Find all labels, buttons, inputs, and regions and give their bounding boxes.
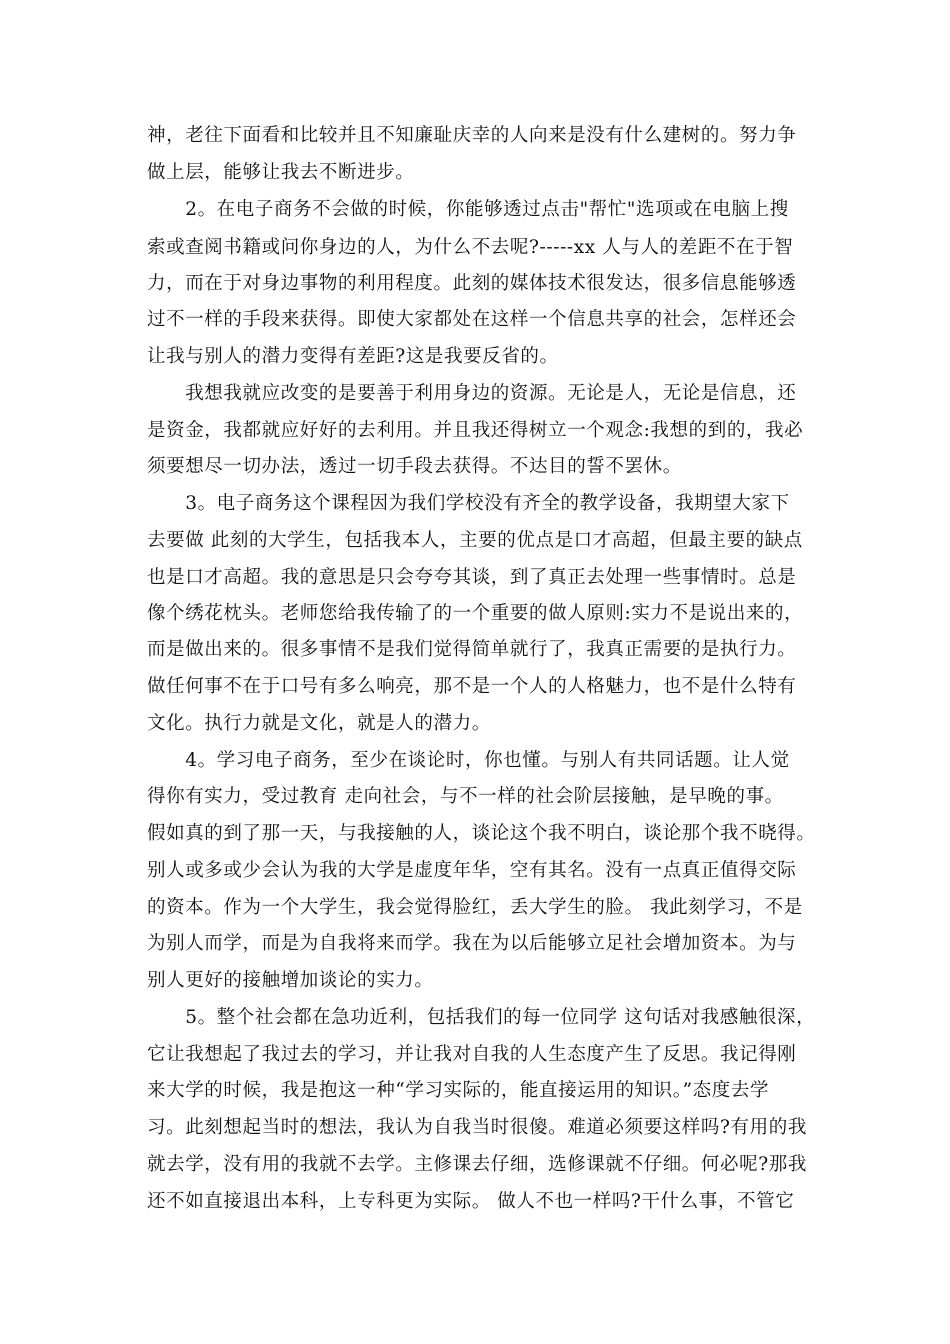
text-line: 也是口才高超。我的意思是只会夸夸其谈，到了真正去处理一些事情时。总是 [147,567,797,588]
text-line: 2。在电子商务不会做的时候，你能够透过点击"帮忙"选项或在电脑上搜 [147,199,789,220]
text-line: 像个绣花枕头。老师您给我传输了的一个重要的做人原则:实力不是说出来的， [147,603,804,624]
text-line: 索或查阅书籍或问你身边的人，为什么不去呢?-----xx 人与人的差距不在于智 [147,237,794,258]
text-line: 别人或多或少会认为我的大学是虚度年华，空有其名。没有一点真正值得交际 [147,860,797,881]
text-line: 过不一样的手段来获得。即使大家都处在这样一个信息共享的社会，怎样还会 [147,309,797,330]
text-line: 做上层，能够让我去不断进步。 [147,162,415,183]
text-line: 别人更好的接触增加谈论的实力。 [147,970,434,991]
text-line: 而是做出来的。很多事情不是我们觉得简单就行了，我真正需要的是执行力。 [147,639,797,660]
text-line: 文化。执行力就是文化，就是人的潜力。 [147,713,491,734]
text-line: 假如真的到了那一天，与我接触的人，谈论这个我不明白，谈论那个我不晓得。 [147,823,816,844]
text-line: 力，而在于对身边事物的利用程度。此刻的媒体技术很发达，很多信息能够透 [147,273,797,294]
text-line: 是资金，我都就应好好的去利用。并且我还得树立一个观念:我想的到的，我必 [147,420,804,441]
text-line: 5。整个社会都在急功近利，包括我们的每一位同学 这句话对我感触很深， [147,1007,816,1028]
text-line: 神，老往下面看和比较并且不知廉耻庆幸的人向来是没有什么建树的。努力争 [147,125,797,146]
text-line: 做任何事不在于口号有多么响亮，那不是一个人的人格魅力，也不是什么特有 [147,676,797,697]
text-line: 须要想尽一切办法，透过一切手段去获得。不达目的誓不罢休。 [147,456,682,477]
text-line: 让我与别人的潜力变得有差距?这是我要反省的。 [147,346,559,367]
text-line: 来大学的时候，我是抱这一种“学习实际的，能直接运用的知识。”态度去学 [147,1080,770,1101]
text-line: 3。电子商务这个课程因为我们学校没有齐全的教学设备，我期望大家下 [147,493,790,514]
text-line: 4。学习电子商务，至少在谈论时，你也懂。与别人有共同话题。让人觉 [147,750,790,771]
text-line: 还不如直接退出本科，上专科更为实际。 做人不也一样吗?干什么事，不管它 [147,1191,795,1212]
text-line: 得你有实力，受过教育 走向社会，与不一样的社会阶层接触，是早晚的事。 [147,786,784,807]
text-line: 的资本。作为一个大学生，我会觉得脸红，丢大学生的脸。 我此刻学习，不是 [147,897,803,918]
text-line: 为别人而学，而是为自我将来而学。我在为以后能够立足社会增加资本。为与 [147,933,797,954]
text-line: 我想我就应改变的是要善于利用身边的资源。无论是人，无论是信息，还 [147,383,797,404]
text-line: 去要做 此刻的大学生，包括我本人，主要的优点是口才高超，但最主要的缺点 [147,530,803,551]
text-line: 习。此刻想起当时的想法，我认为自我当时很傻。难道必须要这样吗?有用的我 [147,1117,807,1138]
text-line: 它让我想起了我过去的学习，并让我对自我的人生态度产生了反思。我记得刚 [147,1044,797,1065]
text-line: 就去学，没有用的我就不去学。主修课去仔细，选修课就不仔细。何必呢?那我 [147,1154,807,1175]
